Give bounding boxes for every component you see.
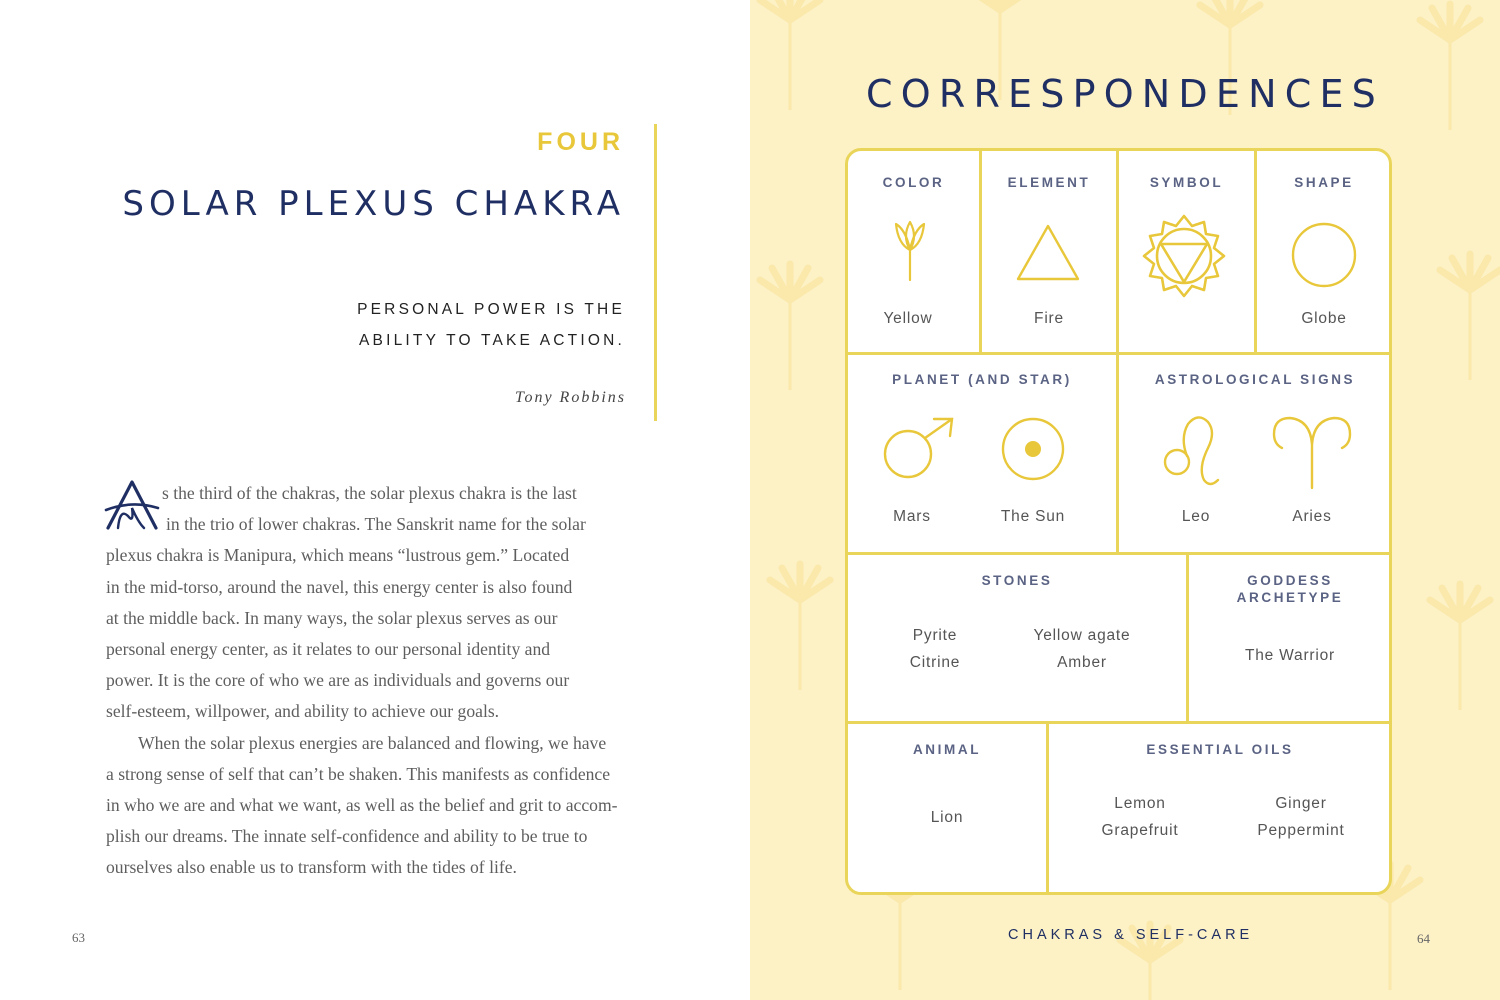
triangle-icon: [1014, 222, 1082, 282]
mars-icon: [882, 416, 958, 482]
oil-item: Peppermint: [1257, 822, 1345, 839]
running-head: CHAKRAS & SELF-CARE: [1008, 927, 1254, 943]
body-line: plexus chakra is Manipura, which means “lustrous gem.” Located: [106, 545, 570, 566]
body-line: a strong sense of self that can’t be shaken. This manifests as confidence: [106, 763, 611, 784]
astro-value-1: Leo: [1181, 508, 1211, 525]
quote-line: PERSONAL POWER IS THE: [357, 301, 625, 318]
goddess-label-line: GODDESS: [1247, 573, 1333, 588]
body-line: plish our dreams. The innate self-confidence and ability to be true to: [106, 826, 588, 847]
animal-label: ANIMAL: [912, 742, 982, 757]
chapter-number: FOUR: [537, 128, 624, 156]
oils-label: ESSENTIAL OILS: [1146, 742, 1294, 757]
quote-author: Tony Robbins: [515, 389, 626, 406]
body-line: in the trio of lower chakras. The Sanskrit name for the solar: [166, 514, 586, 535]
epigraph-quote: [357, 294, 625, 356]
stones-label: STONES: [981, 573, 1053, 588]
aries-icon: [1270, 414, 1354, 490]
oils-column-2: [1240, 790, 1362, 844]
astro-value-2: Aries: [1292, 508, 1332, 525]
shape-label: SHAPE: [1294, 175, 1354, 190]
oil-item: Lemon: [1114, 795, 1166, 812]
oils-column-1: [1080, 790, 1200, 844]
grid-divider: [847, 721, 1390, 724]
page-number-left: 63: [72, 930, 85, 945]
leo-icon: [1160, 412, 1224, 490]
color-value: Yellow: [883, 310, 933, 327]
body-line: When the solar plexus energies are balanced and flowing, we have: [138, 732, 607, 753]
body-line: power. It is the core of who we are as individuals and governs our: [106, 670, 570, 691]
planet-value-2: The Sun: [1000, 508, 1066, 525]
planet-value-1: Mars: [893, 508, 931, 525]
stone-item: Pyrite: [912, 627, 958, 644]
sun-icon: [1000, 416, 1066, 482]
page-number-right: 64: [1417, 931, 1430, 946]
shape-value: Globe: [1301, 310, 1347, 327]
oil-item: Grapefruit: [1101, 822, 1179, 839]
body-line: s the third of the chakras, the solar plexus chakra is the last: [162, 483, 577, 503]
symbol-label: SYMBOL: [1149, 175, 1224, 190]
stone-item: Citrine: [909, 654, 961, 671]
chapter-title: SOLAR PLEXUS CHAKRA: [122, 184, 625, 224]
quote-line: ABILITY TO TAKE ACTION.: [359, 332, 625, 349]
element-label: ELEMENT: [1007, 175, 1091, 190]
stone-item: Amber: [1057, 654, 1107, 671]
flower-bud-icon: [890, 220, 930, 282]
element-value: Fire: [1034, 310, 1064, 327]
body-line: ourselves also enable us to transform with the tides of life.: [106, 857, 517, 878]
circle-icon: [1290, 222, 1358, 290]
stone-item: Yellow agate: [1033, 627, 1131, 644]
planet-label: PLANET (AND STAR): [892, 372, 1072, 387]
oil-item: Ginger: [1275, 795, 1327, 812]
quote-divider: [654, 124, 657, 421]
astrological-label: ASTROLOGICAL SIGNS: [1154, 372, 1356, 387]
body-text: [106, 478, 666, 884]
body-line: at the middle back. In many ways, the solar plexus serves as our: [106, 607, 558, 628]
body-line: in who we are and what we want, as well as the belief and grit to accom-: [106, 795, 618, 816]
goddess-label: [1189, 572, 1391, 606]
goddess-label-line: ARCHETYPE: [1236, 590, 1344, 605]
body-line: personal energy center, as it relates to our personal identity and: [106, 639, 551, 660]
stones-column-1: [880, 622, 990, 676]
goddess-value: The Warrior: [1244, 647, 1336, 664]
animal-value: Lion: [930, 809, 964, 826]
color-label: COLOR: [882, 175, 945, 190]
stones-column-2: [1012, 622, 1152, 676]
correspondences-title: CORRESPONDENCES: [866, 72, 1384, 116]
manipura-symbol-icon: [1142, 214, 1226, 298]
body-line: in the mid-torso, around the navel, this energy center is also found: [106, 576, 573, 597]
body-line: self-esteem, willpower, and ability to achieve our goals.: [106, 701, 500, 722]
